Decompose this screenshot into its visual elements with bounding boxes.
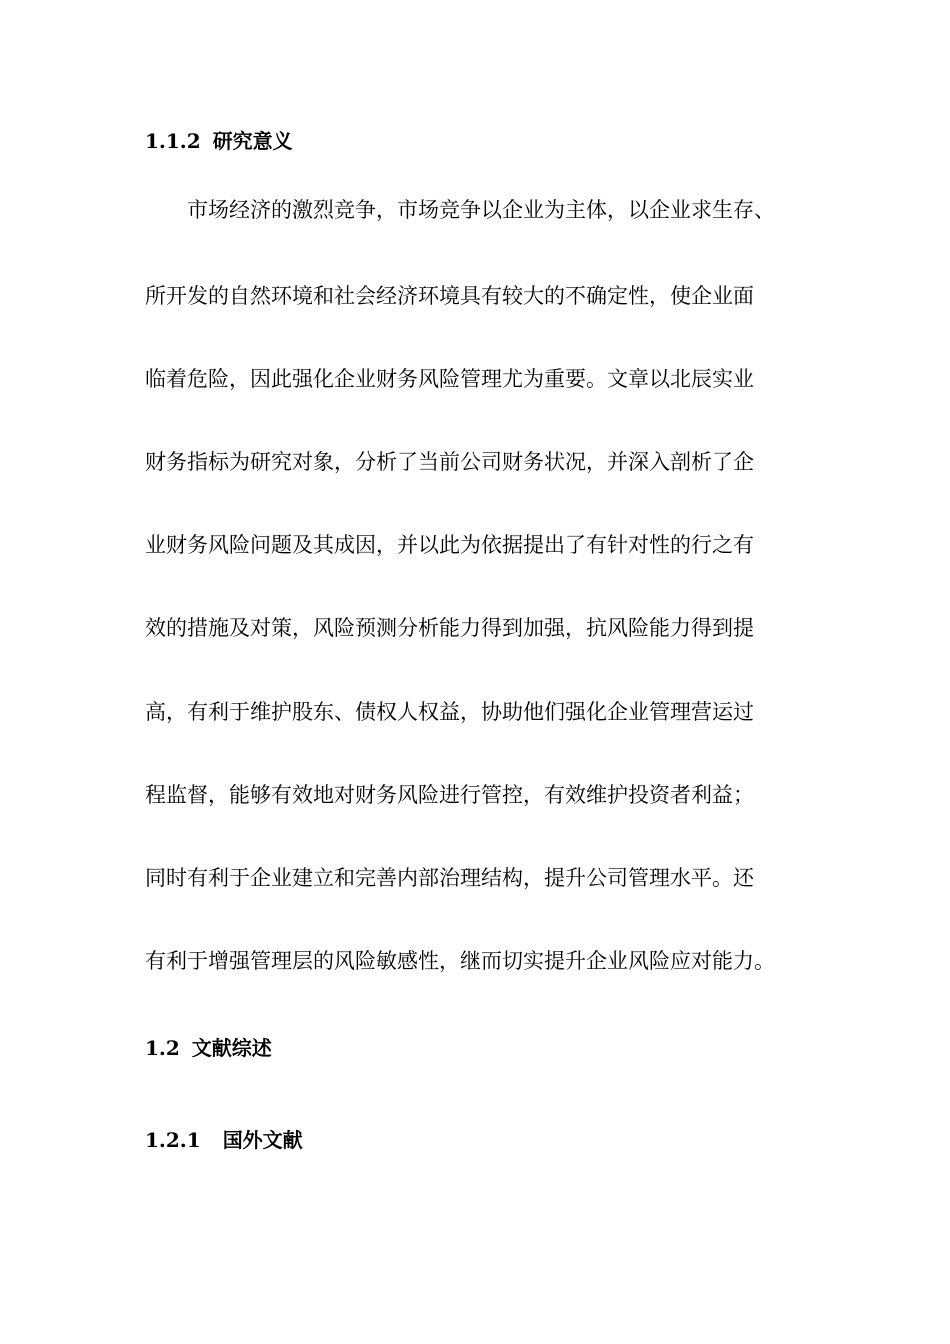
section-number: 1.2	[145, 1036, 180, 1060]
paragraph-line: 所开发的自然环境和社会经济环境具有较大的不确定性，使企业面	[145, 284, 754, 308]
section-number: 1.1.2	[145, 129, 201, 153]
paragraph-line: 同时有利于企业建立和完善内部治理结构，提升公司管理水平。还	[145, 866, 754, 890]
section-heading-1-1-2	[145, 127, 293, 155]
paragraph-line: 财务指标为研究对象，分析了当前公司财务状况，并深入剖析了企	[145, 450, 754, 474]
paragraph-line: 有利于增强管理层的风险敏感性，继而切实提升企业风险应对能力。	[145, 949, 775, 973]
section-title: 文献综述	[191, 1036, 272, 1060]
section-heading-1-2-1	[145, 1126, 303, 1154]
section-heading-1-2	[145, 1034, 272, 1062]
section-title: 国外文献	[222, 1128, 303, 1152]
paragraph-line: 效的措施及对策，风险预测分析能力得到加强，抗风险能力得到提	[145, 616, 754, 640]
paragraph-line: 业财务风险问题及其成因，并以此为依据提出了有针对性的行之有	[145, 533, 754, 557]
section-number: 1.2.1	[145, 1128, 201, 1152]
paragraph-line: 临着危险，因此强化企业财务风险管理尤为重要。文章以北辰实业	[145, 367, 754, 391]
paragraph-line: 高，有利于维护股东、债权人权益，协助他们强化企业管理营运过	[145, 700, 754, 724]
paragraph-line: 市场经济的激烈竞争，市场竞争以企业为主体，以企业求生存、	[145, 198, 775, 222]
section-title: 研究意义	[212, 129, 293, 153]
paragraph-line: 程监督，能够有效地对财务风险进行管控，有效维护投资者利益；	[145, 783, 754, 807]
